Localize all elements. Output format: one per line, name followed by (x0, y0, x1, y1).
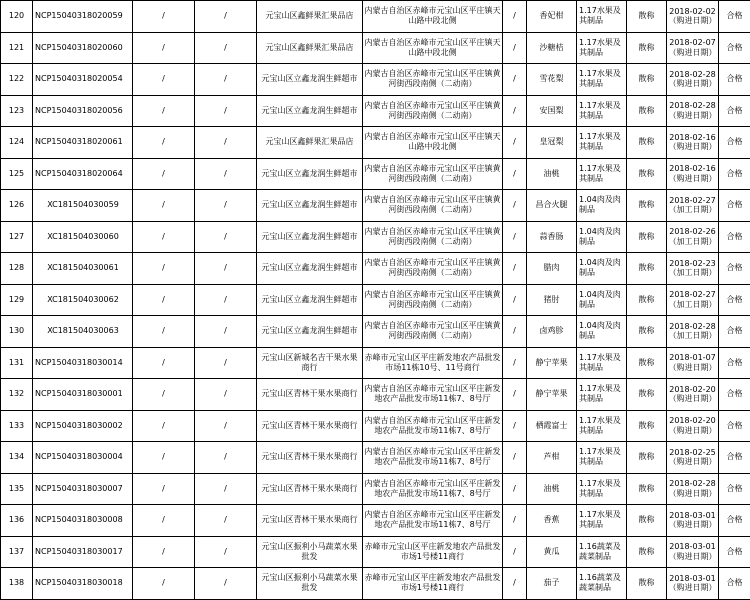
row-number: 138 (1, 568, 33, 600)
inspection-result: 合格 (719, 64, 750, 96)
manufacturer-name: / (133, 95, 195, 127)
production-date: 2018-02-27（加工日期） (667, 190, 719, 222)
row-number: 121 (1, 32, 33, 64)
row-number: 124 (1, 127, 33, 159)
specification: / (503, 127, 527, 159)
sampled-store-address: 内蒙古自治区赤峰市元宝山区平庄新发地农产品批发市场11栋7、8号厅 (363, 379, 503, 411)
row-number: 125 (1, 158, 33, 190)
specification: / (503, 284, 527, 316)
sampled-store-name: 元宝山区青林干果水果商行 (257, 410, 363, 442)
package-spec: 散称 (627, 190, 667, 222)
sample-code: NCP15040318030017 (33, 536, 133, 568)
package-spec: 散称 (627, 347, 667, 379)
sample-code: NCP15040318020059 (33, 1, 133, 33)
row-number: 129 (1, 284, 33, 316)
sample-code: XC181504030061 (33, 253, 133, 285)
manufacturer-address: / (195, 1, 257, 33)
production-date: 2018-03-01（购进日期） (667, 505, 719, 537)
specification: / (503, 473, 527, 505)
table-body (1, 1, 750, 600)
sample-code: XC181504030060 (33, 221, 133, 253)
product-name: 芦柑 (527, 442, 577, 474)
sample-code: NCP15040318020056 (33, 95, 133, 127)
sampled-store-address: 赤峰市元宝山区平庄新发地农产品批发市场1号楼11商行 (363, 568, 503, 600)
sampled-store-address: 内蒙古自治区赤峰市元宝山区平庄镇黄河街西段南侧（二动南） (363, 221, 503, 253)
manufacturer-name: / (133, 284, 195, 316)
food-category: 1.17水果及其制品 (577, 158, 627, 190)
sampled-store-address: 内蒙古自治区赤峰市元宝山区平庄新发地农产品批发市场11栋7、8号厅 (363, 442, 503, 474)
table-row (1, 505, 750, 537)
manufacturer-address: / (195, 316, 257, 348)
row-number: 128 (1, 253, 33, 285)
table-row (1, 473, 750, 505)
sampled-store-name: 元宝山区立鑫龙润生鲜超市 (257, 253, 363, 285)
sampled-store-address: 内蒙古自治区赤峰市元宝山区平庄新发地农产品批发市场11栋7、8号厅 (363, 410, 503, 442)
inspection-result: 合格 (719, 1, 750, 33)
food-category: 1.17水果及其制品 (577, 64, 627, 96)
product-name: 猪肘 (527, 284, 577, 316)
manufacturer-address: / (195, 253, 257, 285)
specification: / (503, 190, 527, 222)
package-spec: 散称 (627, 473, 667, 505)
table-row (1, 1, 750, 33)
sample-code: NCP15040318020054 (33, 64, 133, 96)
table-row (1, 316, 750, 348)
food-category: 1.17水果及其制品 (577, 473, 627, 505)
sampled-store-address: 内蒙古自治区赤峰市元宝山区平庄镇天山路中段北侧 (363, 1, 503, 33)
production-date: 2018-02-16（购进日期） (667, 158, 719, 190)
food-category: 1.16蔬菜及蔬菜制品 (577, 536, 627, 568)
product-name: 静宁苹果 (527, 347, 577, 379)
manufacturer-name: / (133, 127, 195, 159)
production-date: 2018-02-25（购进日期） (667, 442, 719, 474)
sampled-store-name: 元宝山区立鑫龙润生鲜超市 (257, 95, 363, 127)
sampled-store-address: 内蒙古自治区赤峰市元宝山区平庄新发地农产品批发市场11栋7、8号厅 (363, 505, 503, 537)
package-spec: 散称 (627, 158, 667, 190)
product-name: 静宁苹果 (527, 379, 577, 411)
production-date: 2018-02-28（购进日期） (667, 64, 719, 96)
table-row (1, 221, 750, 253)
inspection-result: 合格 (719, 568, 750, 600)
row-number: 133 (1, 410, 33, 442)
sample-code: NCP15040318020064 (33, 158, 133, 190)
specification: / (503, 536, 527, 568)
sampled-store-name: 元宝山区新城名吉干果水果商行 (257, 347, 363, 379)
sampled-store-address: 内蒙古自治区赤峰市元宝山区平庄镇黄河街西段南侧（二动南） (363, 95, 503, 127)
inspection-result: 合格 (719, 32, 750, 64)
sampled-store-name: 元宝山区立鑫龙润生鲜超市 (257, 190, 363, 222)
package-spec: 散称 (627, 442, 667, 474)
manufacturer-name: / (133, 221, 195, 253)
sampled-store-address: 内蒙古自治区赤峰市元宝山区平庄镇黄河街西段南侧（二动南） (363, 64, 503, 96)
table-row (1, 253, 750, 285)
manufacturer-address: / (195, 505, 257, 537)
sampled-store-name: 元宝山区青林干果水果商行 (257, 505, 363, 537)
sampled-store-name: 元宝山区立鑫龙润生鲜超市 (257, 158, 363, 190)
manufacturer-name: / (133, 410, 195, 442)
production-date: 2018-02-20（购进日期） (667, 379, 719, 411)
row-number: 126 (1, 190, 33, 222)
product-name: 黄瓜 (527, 536, 577, 568)
inspection-result: 合格 (719, 284, 750, 316)
manufacturer-address: / (195, 473, 257, 505)
production-date: 2018-03-01（购进日期） (667, 536, 719, 568)
manufacturer-address: / (195, 158, 257, 190)
sampled-store-address: 内蒙古自治区赤峰市元宝山区平庄镇黄河街西段南侧（二动南） (363, 253, 503, 285)
table-row (1, 64, 750, 96)
production-date: 2018-02-28（购进日期） (667, 95, 719, 127)
manufacturer-address: / (195, 536, 257, 568)
manufacturer-name: / (133, 158, 195, 190)
inspection-result: 合格 (719, 316, 750, 348)
specification: / (503, 32, 527, 64)
row-number: 122 (1, 64, 33, 96)
product-name: 卤鸡胗 (527, 316, 577, 348)
manufacturer-name: / (133, 347, 195, 379)
package-spec: 散称 (627, 379, 667, 411)
table-row (1, 442, 750, 474)
manufacturer-name: / (133, 1, 195, 33)
package-spec: 散称 (627, 316, 667, 348)
inspection-result: 合格 (719, 190, 750, 222)
product-name: 雪花梨 (527, 64, 577, 96)
sampled-store-name: 元宝山区青林干果水果商行 (257, 473, 363, 505)
manufacturer-address: / (195, 347, 257, 379)
sampled-store-name: 元宝山区振利小马蔬菜水果批发 (257, 568, 363, 600)
sampled-store-name: 元宝山区鑫鲜果汇果品店 (257, 127, 363, 159)
production-date: 2018-02-20（购进日期） (667, 410, 719, 442)
sampled-store-name: 元宝山区青林干果水果商行 (257, 379, 363, 411)
package-spec: 散称 (627, 64, 667, 96)
package-spec: 散称 (627, 536, 667, 568)
table-row (1, 127, 750, 159)
product-name: 油桃 (527, 158, 577, 190)
production-date: 2018-02-27（加工日期） (667, 284, 719, 316)
row-number: 130 (1, 316, 33, 348)
specification: / (503, 221, 527, 253)
manufacturer-address: / (195, 190, 257, 222)
specification: / (503, 64, 527, 96)
table-row (1, 158, 750, 190)
production-date: 2018-01-07（购进日期） (667, 347, 719, 379)
product-name: 油桃 (527, 473, 577, 505)
table-row (1, 536, 750, 568)
row-number: 127 (1, 221, 33, 253)
manufacturer-address: / (195, 64, 257, 96)
food-category: 1.04肉及肉制品 (577, 316, 627, 348)
manufacturer-name: / (133, 568, 195, 600)
product-name: 栖霞富士 (527, 410, 577, 442)
manufacturer-name: / (133, 442, 195, 474)
row-number: 132 (1, 379, 33, 411)
table-row (1, 410, 750, 442)
specification: / (503, 347, 527, 379)
food-category: 1.04肉及肉制品 (577, 190, 627, 222)
sample-code: NCP15040318030007 (33, 473, 133, 505)
package-spec: 散称 (627, 253, 667, 285)
package-spec: 散称 (627, 568, 667, 600)
manufacturer-address: / (195, 442, 257, 474)
production-date: 2018-02-26（加工日期） (667, 221, 719, 253)
row-number: 135 (1, 473, 33, 505)
table-row (1, 347, 750, 379)
package-spec: 散称 (627, 410, 667, 442)
inspection-result: 合格 (719, 347, 750, 379)
manufacturer-name: / (133, 536, 195, 568)
sampled-store-name: 元宝山区鑫鲜果汇果品店 (257, 32, 363, 64)
sample-code: NCP15040318030002 (33, 410, 133, 442)
product-name: 安国梨 (527, 95, 577, 127)
manufacturer-name: / (133, 505, 195, 537)
food-category: 1.17水果及其制品 (577, 127, 627, 159)
inspection-result: 合格 (719, 158, 750, 190)
specification: / (503, 95, 527, 127)
sampled-store-name: 元宝山区鑫鲜果汇果品店 (257, 1, 363, 33)
food-category: 1.17水果及其制品 (577, 1, 627, 33)
product-name: 皇冠梨 (527, 127, 577, 159)
product-name: 腊肉 (527, 253, 577, 285)
table-row (1, 379, 750, 411)
food-category: 1.17水果及其制品 (577, 379, 627, 411)
sampled-store-address: 赤峰市元宝山区平庄新发地农产品批发市场1号楼11商行 (363, 536, 503, 568)
food-category: 1.17水果及其制品 (577, 347, 627, 379)
sampled-store-name: 元宝山区立鑫龙润生鲜超市 (257, 221, 363, 253)
food-category: 1.04肉及肉制品 (577, 221, 627, 253)
table-row (1, 568, 750, 600)
sample-code: XC181504030063 (33, 316, 133, 348)
sample-code: NCP15040318030014 (33, 347, 133, 379)
food-category: 1.17水果及其制品 (577, 32, 627, 64)
production-date: 2018-03-01（购进日期） (667, 568, 719, 600)
sample-code: NCP15040318020061 (33, 127, 133, 159)
sample-code: NCP15040318030008 (33, 505, 133, 537)
package-spec: 散称 (627, 284, 667, 316)
sampled-store-address: 内蒙古自治区赤峰市元宝山区平庄镇黄河街西段南侧（二动南） (363, 190, 503, 222)
sample-code: XC181504030062 (33, 284, 133, 316)
inspection-result: 合格 (719, 536, 750, 568)
production-date: 2018-02-23（加工日期） (667, 253, 719, 285)
sampled-store-address: 赤峰市元宝山区平庄新发地农产品批发市场11栋10号、11号商行 (363, 347, 503, 379)
food-category: 1.16蔬菜及蔬菜制品 (577, 568, 627, 600)
specification: / (503, 316, 527, 348)
production-date: 2018-02-28（加工日期） (667, 316, 719, 348)
inspection-result: 合格 (719, 505, 750, 537)
manufacturer-address: / (195, 221, 257, 253)
table-row (1, 190, 750, 222)
manufacturer-name: / (133, 32, 195, 64)
table-row (1, 32, 750, 64)
production-date: 2018-02-07（购进日期） (667, 32, 719, 64)
sample-code: NCP15040318030018 (33, 568, 133, 600)
inspection-result: 合格 (719, 473, 750, 505)
package-spec: 散称 (627, 221, 667, 253)
production-date: 2018-02-02（购进日期） (667, 1, 719, 33)
package-spec: 散称 (627, 1, 667, 33)
manufacturer-address: / (195, 284, 257, 316)
sampled-store-name: 元宝山区立鑫龙润生鲜超市 (257, 284, 363, 316)
package-spec: 散称 (627, 32, 667, 64)
manufacturer-name: / (133, 253, 195, 285)
food-category: 1.17水果及其制品 (577, 95, 627, 127)
sampled-store-address: 内蒙古自治区赤峰市元宝山区平庄镇黄河街西段南侧（二动南） (363, 284, 503, 316)
sampled-store-address: 内蒙古自治区赤峰市元宝山区平庄镇天山路中段北侧 (363, 32, 503, 64)
table-row (1, 95, 750, 127)
product-name: 香妃柑 (527, 1, 577, 33)
row-number: 137 (1, 536, 33, 568)
manufacturer-name: / (133, 316, 195, 348)
specification: / (503, 568, 527, 600)
sampled-store-address: 内蒙古自治区赤峰市元宝山区平庄新发地农产品批发市场11栋7、8号厅 (363, 473, 503, 505)
sample-code: NCP15040318030001 (33, 379, 133, 411)
table-row (1, 284, 750, 316)
inspection-result: 合格 (719, 127, 750, 159)
manufacturer-address: / (195, 127, 257, 159)
inspection-result: 合格 (719, 221, 750, 253)
product-name: 沙糖桔 (527, 32, 577, 64)
manufacturer-name: / (133, 190, 195, 222)
food-category: 1.04肉及肉制品 (577, 253, 627, 285)
manufacturer-address: / (195, 410, 257, 442)
specification: / (503, 410, 527, 442)
manufacturer-name: / (133, 473, 195, 505)
product-name: 昌合火腿 (527, 190, 577, 222)
sample-code: NCP15040318020060 (33, 32, 133, 64)
manufacturer-address: / (195, 95, 257, 127)
inspection-result: 合格 (719, 410, 750, 442)
manufacturer-name: / (133, 379, 195, 411)
food-category: 1.17水果及其制品 (577, 410, 627, 442)
sampled-store-name: 元宝山区振利小马蔬菜水果批发 (257, 536, 363, 568)
sampled-store-name: 元宝山区青林干果水果商行 (257, 442, 363, 474)
food-category: 1.17水果及其制品 (577, 505, 627, 537)
specification: / (503, 379, 527, 411)
sampled-store-address: 内蒙古自治区赤峰市元宝山区平庄镇黄河街西段南侧（二动南） (363, 316, 503, 348)
product-name: 香蕉 (527, 505, 577, 537)
sampled-store-address: 内蒙古自治区赤峰市元宝山区平庄镇黄河街西段南侧（二动南） (363, 158, 503, 190)
sample-code: XC181504030059 (33, 190, 133, 222)
sampled-store-name: 元宝山区立鑫龙润生鲜超市 (257, 64, 363, 96)
package-spec: 散称 (627, 95, 667, 127)
row-number: 136 (1, 505, 33, 537)
manufacturer-address: / (195, 379, 257, 411)
product-name: 蒜香肠 (527, 221, 577, 253)
package-spec: 散称 (627, 127, 667, 159)
row-number: 134 (1, 442, 33, 474)
inspection-result: 合格 (719, 95, 750, 127)
manufacturer-address: / (195, 568, 257, 600)
inspection-result: 合格 (719, 253, 750, 285)
sampled-store-name: 元宝山区立鑫龙润生鲜超市 (257, 316, 363, 348)
specification: / (503, 158, 527, 190)
specification: / (503, 505, 527, 537)
row-number: 120 (1, 1, 33, 33)
sample-code: NCP15040318030004 (33, 442, 133, 474)
row-number: 131 (1, 347, 33, 379)
production-date: 2018-02-16（购进日期） (667, 127, 719, 159)
package-spec: 散称 (627, 505, 667, 537)
manufacturer-address: / (195, 32, 257, 64)
food-category: 1.04肉及肉制品 (577, 284, 627, 316)
row-number: 123 (1, 95, 33, 127)
food-category: 1.17水果及其制品 (577, 442, 627, 474)
specification: / (503, 1, 527, 33)
specification: / (503, 253, 527, 285)
sampled-store-address: 内蒙古自治区赤峰市元宝山区平庄镇天山路中段北侧 (363, 127, 503, 159)
inspection-result: 合格 (719, 442, 750, 474)
manufacturer-name: / (133, 64, 195, 96)
specification: / (503, 442, 527, 474)
production-date: 2018-02-28（购进日期） (667, 473, 719, 505)
product-name: 茄子 (527, 568, 577, 600)
inspection-result: 合格 (719, 379, 750, 411)
